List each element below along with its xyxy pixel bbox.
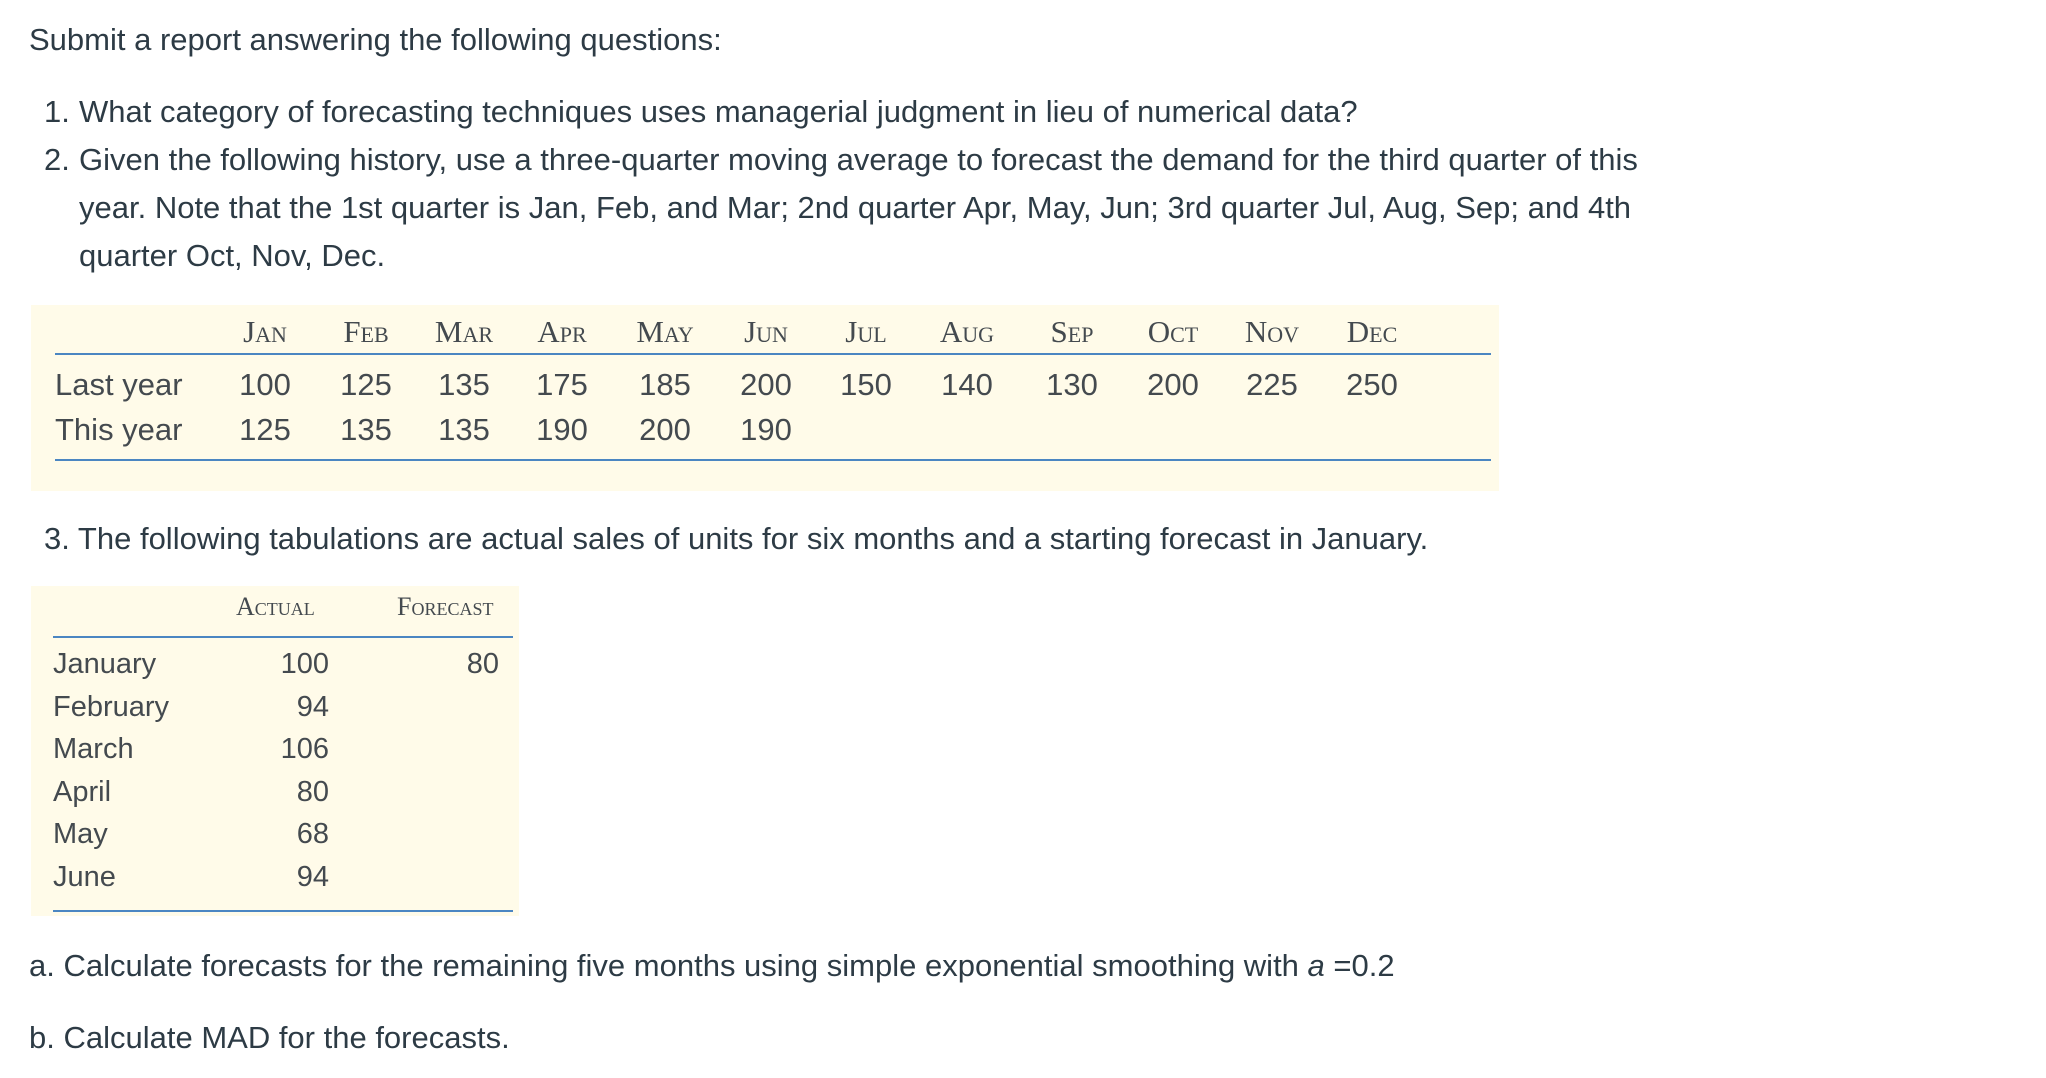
month-header-nov: Nov <box>1244 314 1300 349</box>
part-a-prefix: a. Calculate forecasts for the remaining five months using simple exponential smoothing with <box>29 948 1308 983</box>
history-cell: 135 <box>438 367 490 402</box>
sales-month-label: March <box>53 733 134 765</box>
question-1-text: What category of forecasting techniques uses managerial judgment in lieu of numerical data? <box>79 94 1358 129</box>
sales-table <box>31 586 519 916</box>
month-header-jun: Jun <box>744 314 788 349</box>
sales-actual-value: 100 <box>280 648 329 680</box>
history-cell: 175 <box>536 367 588 402</box>
sales-bottom-rule <box>53 910 513 912</box>
question-3-number: 3. <box>44 521 70 556</box>
history-cell: 200 <box>1147 367 1199 402</box>
month-header-jul: Jul <box>845 314 887 349</box>
sales-actual-value: 94 <box>296 861 329 893</box>
history-cell: 100 <box>239 367 291 402</box>
history-bottom-rule <box>55 459 1491 461</box>
sales-actual-value: 68 <box>296 818 329 850</box>
intro-text: Submit a report answering the following questions: <box>29 22 722 57</box>
part-a <box>29 944 1395 988</box>
header-forecast: Forecast <box>397 592 494 621</box>
question-2-text: Given the following history, use a three-quarter moving average to forecast the demand for the third quarter of this year. Note that the 1st quarter is Jan, Feb, and Mar; 2nd quarter Apr, May, Jun; 3rd quarter Jul, Aug, Sep; and 4th quarter Oct, Nov, Dec. <box>79 142 1638 273</box>
history-cell: 135 <box>340 412 392 447</box>
question-2-number: 2. <box>44 142 70 177</box>
month-header-feb: Feb <box>343 314 389 349</box>
sales-forecast-value: 80 <box>466 648 499 680</box>
history-cell: 185 <box>639 367 691 402</box>
history-cell: 200 <box>740 367 792 402</box>
month-header-may: May <box>636 314 694 349</box>
question-list <box>44 88 1684 280</box>
month-header-jan: Jan <box>243 314 287 349</box>
part-a-suffix: =0.2 <box>1324 948 1395 983</box>
row-label-this-year: This year <box>55 412 183 447</box>
sales-header-rule <box>53 636 513 638</box>
history-cell: 190 <box>740 412 792 447</box>
month-header-oct: Oct <box>1147 314 1199 349</box>
history-cell: 225 <box>1246 367 1298 402</box>
history-cell: 190 <box>536 412 588 447</box>
question-1-number: 1. <box>44 94 70 129</box>
history-cell: 200 <box>639 412 691 447</box>
month-header-dec: Dec <box>1346 314 1398 349</box>
demand-history-table <box>31 305 1499 491</box>
history-cell: 135 <box>438 412 490 447</box>
sales-actual-value: 94 <box>296 691 329 723</box>
sales-actual-value: 106 <box>280 733 329 765</box>
sales-month-label: April <box>53 776 112 808</box>
month-header-apr: Apr <box>537 314 587 349</box>
question-3-text: The following tabulations are actual sales of units for six months and a starting forecast in January. <box>77 521 1429 556</box>
sales-month-label: January <box>53 648 157 680</box>
alpha-symbol: a <box>1307 948 1325 983</box>
question-3 <box>44 517 1428 561</box>
history-cell: 125 <box>340 367 392 402</box>
sales-month-label: May <box>53 818 108 850</box>
row-label-last-year: Last year <box>55 367 183 402</box>
header-actual: Actual <box>236 592 315 621</box>
history-cell: 130 <box>1046 367 1098 402</box>
part-b: b. Calculate MAD for the forecasts. <box>29 1020 510 1055</box>
sales-month-label: February <box>53 691 170 723</box>
month-header-sep: Sep <box>1050 314 1094 349</box>
history-cell: 140 <box>941 367 993 402</box>
history-cell: 250 <box>1346 367 1398 402</box>
question-1 <box>44 88 1684 136</box>
sales-month-label: June <box>53 861 116 893</box>
history-cell: 125 <box>239 412 291 447</box>
history-header-rule <box>55 353 1491 355</box>
history-cell: 150 <box>840 367 892 402</box>
question-2 <box>44 136 1684 280</box>
month-header-mar: Mar <box>434 314 494 349</box>
month-header-aug: Aug <box>939 314 995 349</box>
sales-actual-value: 80 <box>296 776 329 808</box>
